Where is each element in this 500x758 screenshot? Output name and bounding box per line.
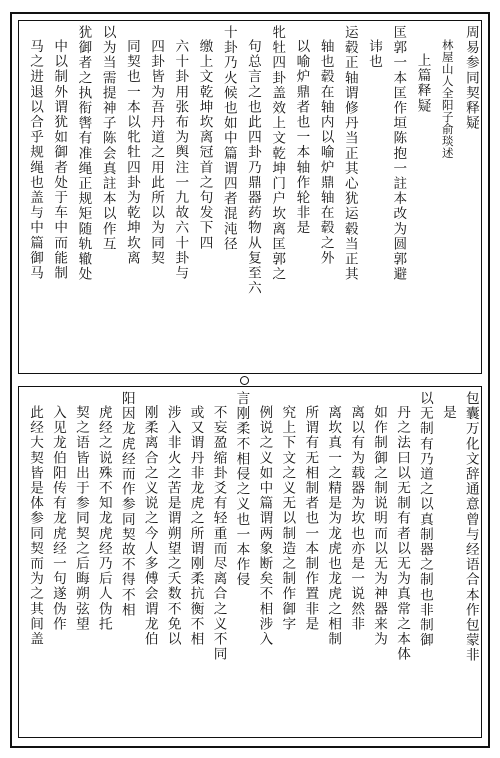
text-column: 匡郭一本匡作垣陈抱一註本改为圆郭避 <box>390 25 407 282</box>
text-column: 包囊万化文辞通意曾与经语合本作包蒙非 <box>462 391 479 663</box>
text-column: 如作制御之制说明而以无为神器来为 <box>371 405 388 647</box>
text-column: 缴上文乾坤坎离冠首之句发下四 <box>196 39 213 251</box>
scripture-page <box>10 12 490 748</box>
text-column: 六十卦用张布为舆注一九故六十卦与 <box>172 39 189 281</box>
text-column: 所谓有无相制者也一本制作置非是 <box>302 405 319 632</box>
text-column: 例说之义如中篇谓两象断矣不相涉入 <box>256 405 273 647</box>
text-column: 刚柔离合之义说之今人多傅会谓龙伯 <box>141 405 158 647</box>
text-column: 言刚柔不相侵之义也一本作侵 <box>233 391 250 588</box>
text-column: 契之语皆出于参同契之后晦朔弦望 <box>72 405 89 632</box>
text-column: 句总言之也此四卦乃鼎器药物从复至六 <box>244 39 261 296</box>
page-fold <box>12 375 488 385</box>
text-column: 不妄盈缩卦爻有轻重而尽离合之义不同 <box>210 405 227 662</box>
text-column: 牝牡四卦盖效上文乾坤门户坎离匡郭之 <box>269 25 286 282</box>
fold-marker-icon <box>240 376 249 385</box>
text-column: 或又谓丹非龙虎之所谓刚柔抗衡不相 <box>187 405 204 647</box>
text-column: 周易参同契释疑 <box>462 25 479 131</box>
text-column: 以喻炉鼎者也一本轴作轮非是 <box>293 39 310 236</box>
text-column: 马之进退以合乎规绳也盖与中篇御马 <box>27 39 43 281</box>
text-column: 此经大契皆是体参同契而为之其间盖 <box>27 405 43 647</box>
text-column: 讳也 <box>366 39 383 70</box>
text-column: 涉入非火之苦是谓朔望之夭数不免以 <box>164 405 181 647</box>
author-column: 林屋山人全阳子俞琰述 <box>440 39 455 159</box>
text-column: 离坎真一之精是为龙虎也龙虎之相制 <box>325 405 342 647</box>
text-column: 四卦皆为吾丹道之用此所以为同契 <box>148 39 165 266</box>
upper-panel <box>18 20 482 374</box>
text-column: 究上下文之义无以制造之制作御字 <box>279 405 296 632</box>
text-column: 犹御者之执衔辔有准绳正规矩随轨辙处 <box>75 25 92 282</box>
text-column: 中以制外谓犹如御者处于车中而能制 <box>51 39 68 281</box>
section-title-column: 上篇释疑 <box>414 53 431 114</box>
text-column: 以为当需提神子陈会真註本以作互 <box>99 25 116 252</box>
text-column: 同契也一本以牝牡四卦为乾坤坎离 <box>123 39 140 266</box>
text-column: 十卦乃火候也如中篇谓四者混沌径 <box>220 25 237 252</box>
lower-text-columns <box>23 391 477 733</box>
text-column: 虎经之说殊不知龙虎经乃后人伪托 <box>95 405 112 632</box>
text-column: 运毂正轴谓修丹当正其心犹运毂当正其 <box>341 25 358 282</box>
text-column: 丹之法曰以无制有者以无为真常之本体 <box>394 405 410 662</box>
text-column: 离以有为载器为坎也亦是一说然非 <box>348 405 365 632</box>
text-column: 入见龙伯阳传有龙虎经一句遂伪作 <box>49 405 66 632</box>
text-column: 轴也毂在轴内以喻炉鼎轴在毂之外 <box>317 39 334 266</box>
text-column: 是 <box>439 405 456 421</box>
text-column: 阳因龙虎经而作参同契故不得不相 <box>118 391 135 618</box>
text-column: 以无制有乃道之以真制器之制也非制御 <box>416 391 433 648</box>
lower-panel <box>18 386 482 738</box>
upper-text-columns <box>23 25 477 369</box>
